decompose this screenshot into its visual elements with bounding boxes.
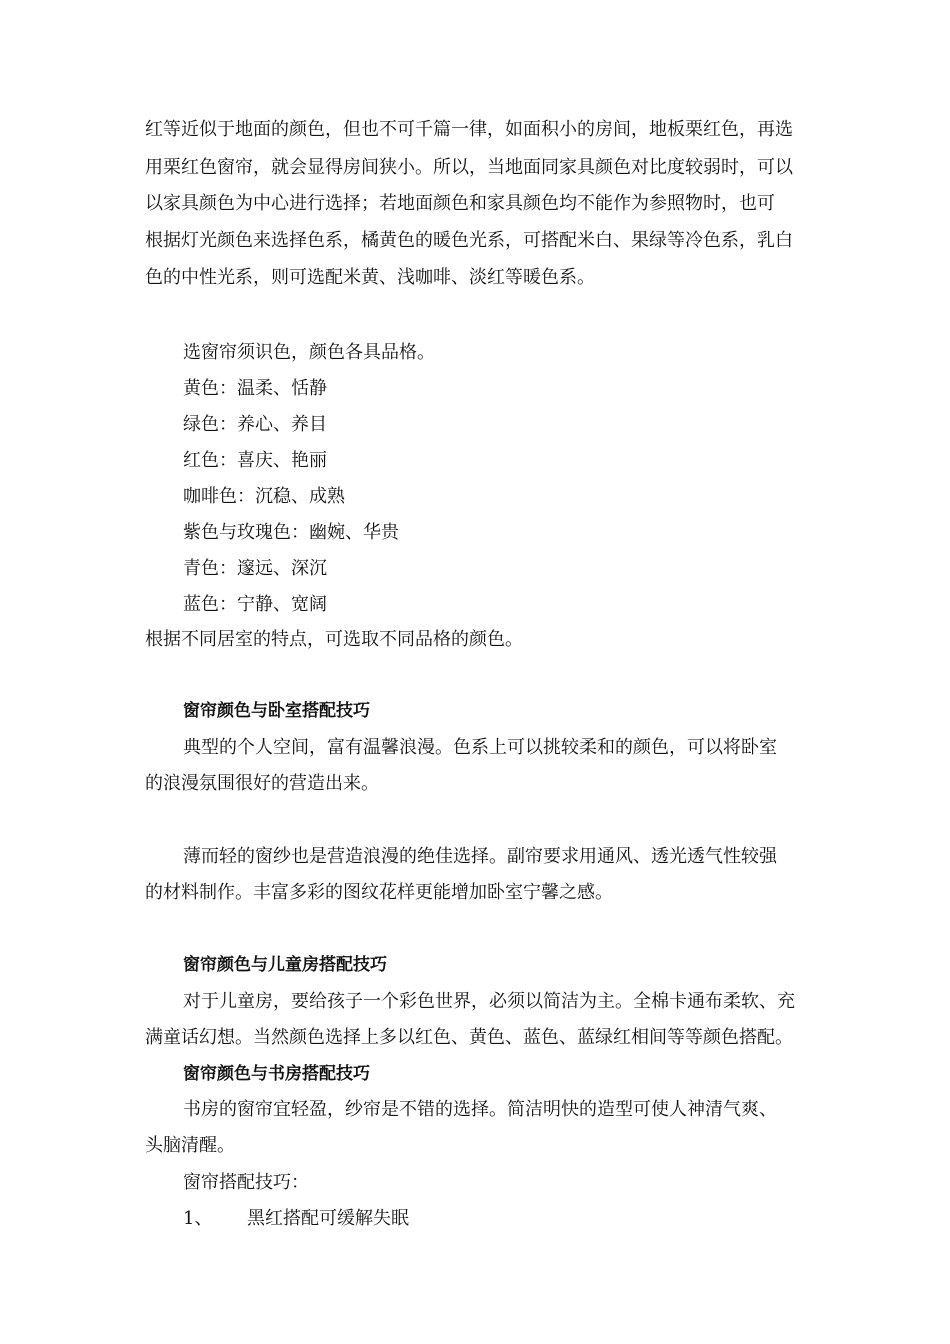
colors-closing: 根据不同居室的特点，可选取不同品格的颜色。 [145,629,523,650]
bedroom-heading: 窗帘颜色与卧室搭配技巧 [183,701,370,721]
color-item-red: 红色：喜庆、艳丽 [183,450,327,471]
color-item-coffee: 咖啡色：沉稳、成熟 [183,486,345,507]
intro-line-5: 色的中性光系，则可选配米黄、浅咖啡、淡红等暖色系。 [145,267,595,288]
study-p1-line-2: 头脑清醒。 [145,1135,235,1156]
bedroom-p1-line-2: 的浪漫氛围很好的营造出来。 [145,773,379,794]
intro-line-3: 以家具颜色为中心进行选择；若地面颜色和家具颜色均不能作为参照物时，也可 [145,193,775,214]
bedroom-p2-line-1: 薄而轻的窗纱也是营造浪漫的绝佳选择。副帘要求用通风、透光透气性较强 [183,846,777,867]
tip-number-1: 1、 [183,1208,213,1229]
colors-lead: 选窗帘须识色，颜色各具品格。 [183,342,435,363]
study-heading: 窗帘颜色与书房搭配技巧 [183,1064,370,1084]
bedroom-p2-line-2: 的材料制作。丰富多彩的图纹花样更能增加卧室宁馨之感。 [145,882,613,903]
intro-line-1: 红等近似于地面的颜色，但也不可千篇一律，如面积小的房间，地板栗红色，再选 [145,119,793,140]
tips-lead: 窗帘搭配技巧： [183,1172,309,1193]
tip-text-1: 黑红搭配可缓解失眠 [247,1208,409,1229]
kids-heading: 窗帘颜色与儿童房搭配技巧 [183,955,387,975]
study-p1-line-1: 书房的窗帘宜轻盈，纱帘是不错的选择。简洁明快的造型可使人神清气爽、 [183,1099,777,1120]
bedroom-p1-line-1: 典型的个人空间，富有温馨浪漫。色系上可以挑较柔和的颜色，可以将卧室 [183,737,777,758]
color-item-yellow: 黄色：温柔、恬静 [183,378,327,399]
color-item-cyan: 青色：邃远、深沉 [183,558,327,579]
color-item-purple: 紫色与玫瑰色：幽婉、华贵 [183,522,399,543]
color-item-green: 绿色：养心、养目 [183,414,327,435]
kids-p1-line-1: 对于儿童房，要给孩子一个彩色世界，必须以简洁为主。全棉卡通布柔软、充 [183,991,795,1012]
intro-line-2: 用栗红色窗帘，就会显得房间狭小。所以，当地面同家具颜色对比度较弱时，可以 [145,157,793,178]
kids-p1-line-2: 满童话幻想。当然颜色选择上多以红色、黄色、蓝色、蓝绿红相间等等颜色搭配。 [145,1027,793,1048]
color-item-blue: 蓝色：宁静、宽阔 [183,594,327,615]
intro-line-4: 根据灯光颜色来选择色系，橘黄色的暖色光系，可搭配米白、果绿等冷色系，乳白 [145,230,793,251]
